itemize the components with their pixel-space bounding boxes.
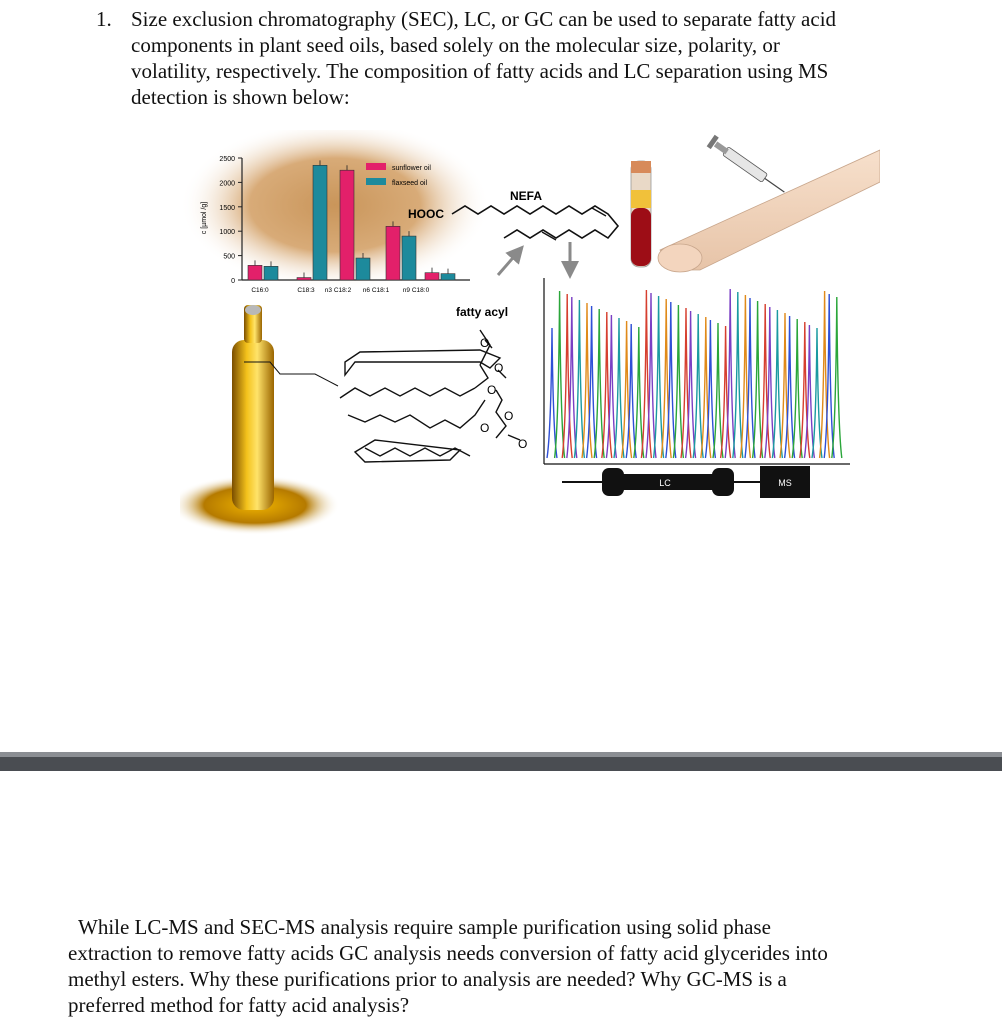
chromatogram-peak (634, 327, 644, 458)
question-1-line: Size exclusion chromatography (SEC), LC, or GC can be used to separate fatty acid (131, 7, 837, 31)
nefa-label: NEFA (510, 189, 543, 203)
question-number: 1. (96, 7, 112, 31)
tube-plasma (631, 190, 651, 208)
y-tick-label: 1000 (219, 229, 235, 237)
chromatogram-peak (733, 292, 743, 458)
question-2-line: extraction to remove fatty acids GC analysis needs conversion of fatty acid glycerides into (68, 941, 828, 965)
chromatogram-peak (753, 301, 763, 458)
oxygen-label: O (504, 409, 514, 423)
question-2-line: preferred method for fatty acid analysis? (68, 993, 410, 1017)
oil-bottle (232, 340, 274, 510)
bar-flaxseed (313, 165, 327, 280)
y-tick-label: 500 (223, 253, 235, 261)
bar-sunflower (425, 273, 439, 280)
bar-sunflower (297, 278, 311, 280)
page-divider-shade (0, 752, 1002, 757)
question-2-line: methyl esters. Why these purifications prior to analysis are needed? Why GC-MS is a (68, 967, 787, 991)
chromatogram-peak (555, 291, 565, 458)
oxygen-label: O (518, 437, 528, 451)
chromatogram-peak (772, 310, 782, 458)
question-1-line: detection is shown below: (131, 85, 350, 109)
chromatogram-peak (713, 323, 723, 458)
bottle-cap (245, 305, 261, 315)
x-tick-label: C16:0 (251, 287, 269, 294)
bar-sunflower (248, 265, 262, 280)
figure-svg (180, 130, 880, 650)
oxygen-label: O (480, 421, 490, 435)
chromatogram-peak (673, 305, 683, 458)
chromatogram-peak (792, 319, 802, 458)
y-tick-label: 0 (231, 278, 235, 285)
hand (658, 244, 702, 272)
question-1-text (131, 6, 971, 110)
arrow-to-nefa (498, 252, 518, 275)
chromatogram-peak (832, 297, 842, 458)
bar-sunflower (340, 170, 354, 280)
hooc-label: HOOC (408, 207, 444, 221)
y-tick-label: 1500 (219, 204, 235, 212)
syringe (707, 135, 789, 198)
chromatogram-peak (594, 309, 604, 458)
chromatogram-peak (654, 296, 664, 458)
oxygen-label: O (487, 383, 497, 397)
chromatogram-peak (574, 300, 584, 458)
fatty-acid-figure (180, 130, 880, 650)
bar-flaxseed (402, 236, 416, 280)
ms-label: MS (778, 478, 792, 488)
legend-label-sunflower: sunflower oil (392, 165, 431, 172)
bar-flaxseed (441, 274, 455, 280)
oxygen-label: O (494, 361, 504, 375)
chromatogram-peak (812, 328, 822, 458)
fatty-acyl-label: fatty acyl (456, 305, 509, 319)
x-tick-label: C18:3 (297, 287, 315, 294)
tube-blood (631, 208, 651, 266)
bar-sunflower (386, 226, 400, 280)
question-1-line: volatility, respectively. The composition of fatty acids and LC separation using MS (131, 59, 829, 83)
x-tick-label: n6 C18:1 (362, 287, 390, 294)
x-tick-label: n9 C18:0 (402, 287, 430, 294)
legend-swatch-flaxseed (366, 178, 386, 185)
chart-ylabel: c [µmol /g] (201, 201, 208, 235)
chromatogram-peak (693, 314, 703, 458)
question-1-line: components in plant seed oils, based solely on the molecular size, polarity, or (131, 33, 780, 57)
oxygen-label: O (480, 336, 490, 350)
x-tick-label: n3 C18:2 (324, 287, 352, 294)
bar-flaxseed (356, 258, 370, 280)
tube-cap (631, 161, 651, 173)
lc-column-fitting (712, 468, 734, 496)
legend-swatch-sunflower (366, 163, 386, 170)
bar-flaxseed (264, 266, 278, 280)
lc-chromatogram (544, 278, 850, 464)
y-tick-label: 2000 (219, 180, 235, 188)
question-2-line: While LC-MS and SEC-MS analysis require sample purification using solid phase (78, 915, 771, 939)
y-tick-label: 2500 (219, 156, 235, 163)
legend-label-flaxseed: flaxseed oil (392, 180, 428, 187)
lc-label: LC (659, 478, 671, 488)
question-2 (68, 914, 978, 1018)
chromatogram-peak (547, 328, 557, 458)
chromatogram-peak (614, 318, 624, 458)
